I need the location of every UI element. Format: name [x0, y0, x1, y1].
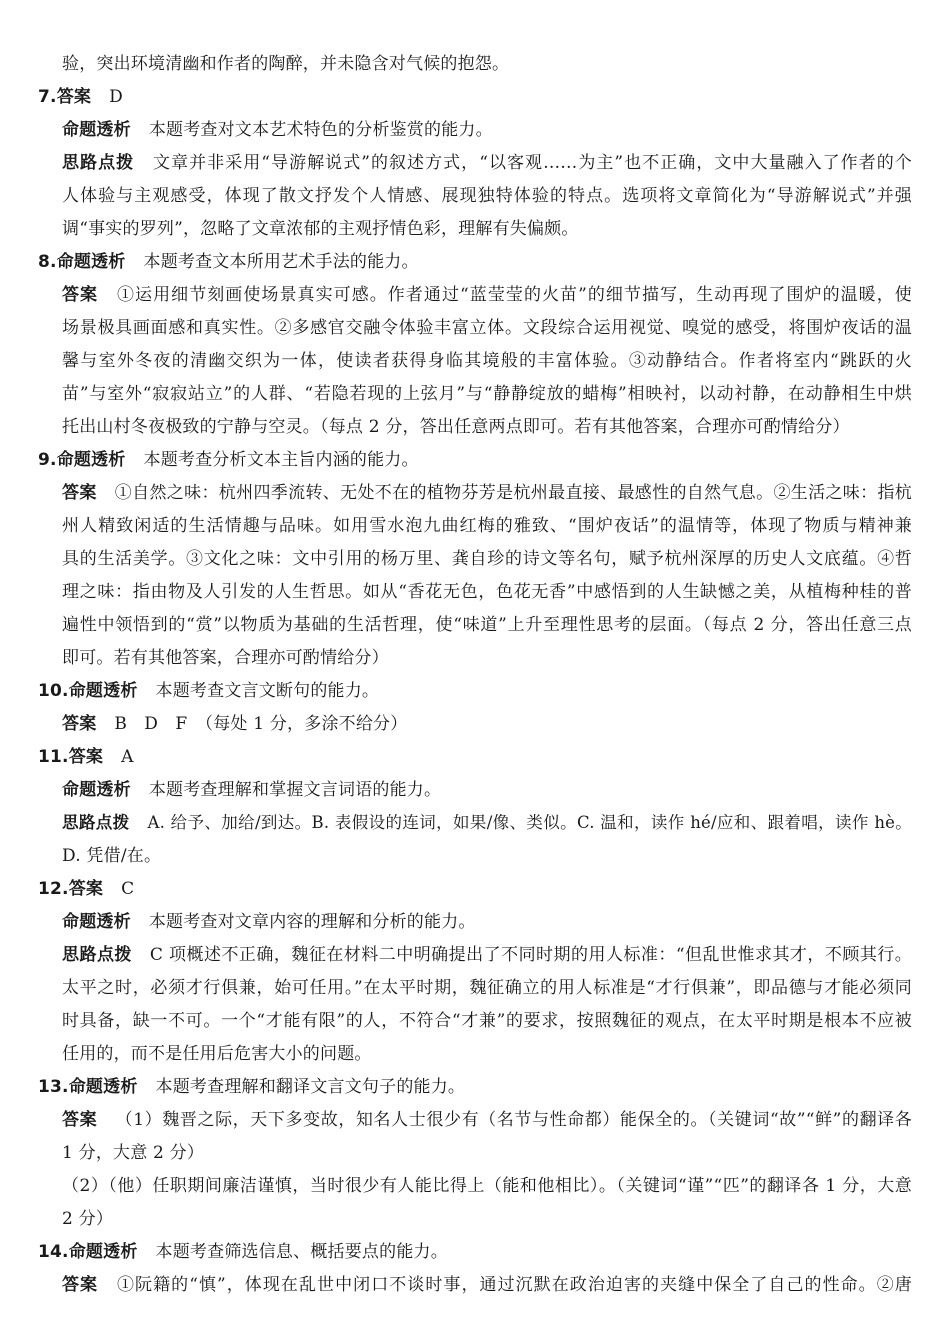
question-14-answer: 答案 ①阮籍的“慎”，体现在乱世中闭口不谈时事，通过沉默在政治迫害的夹缝中保全了自己的性命。②唐: [62, 1275, 912, 1295]
question-12-header: 12.答案 C: [38, 879, 135, 899]
question-8-answer-line: 托出山村冬夜极致的宁静与空灵。（每点 2 分，答出任意两点即可。若有其他答案，合理亦可酌情给分）: [62, 417, 850, 437]
question-7-analysis-line: 调“事实的罗列”，忽略了文章浓郁的主观抒情色彩，理解有失偏颇。: [62, 219, 579, 239]
question-11-analysis-line: D. 凭借/在。: [62, 846, 162, 866]
question-9-answer-line: 州人精致闲适的生活情趣与品味。如用雪水泡九曲红梅的雅致、“围炉夜话”的温情等，体现了物质与精神兼: [62, 516, 912, 536]
question-12-analysis-line: 时具备，缺一不可。一个“才能有限”的人，不符合“才兼”的要求，按照魏征的观点，在太平时期是根本不应被: [62, 1011, 912, 1031]
continuation-line: 验，突出环境清幽和作者的陶醉，并未隐含对气候的抱怨。: [62, 54, 510, 74]
question-14-header: 14.命题透析 本题考查筛选信息、概括要点的能力。: [38, 1242, 448, 1262]
question-13-answer: 答案 （1）魏晋之际，天下多变故，知名人士很少有（名节与性命都）能保全的。（关键词“故”“鲜”的翻译各: [62, 1110, 912, 1130]
question-11-analysis: 思路点拨 A. 给予、加给/到达。B. 表假设的连词，如果/像、类似。C. 温和，读作 hé/应和、跟着唱，读作 hè。: [62, 813, 912, 832]
question-12-analysis-line: 太平之时，必须才行俱兼，始可任用。”在太平时期，魏征确立的用人标准是“才行俱兼”，即品德与才能必须同: [62, 978, 912, 998]
question-13-answer-line: 2 分）: [62, 1209, 114, 1229]
question-8-answer-line: 馨与室外冬夜的清幽交织为一体，使读者获得身临其境般的丰富体验。③动静结合。作者将室内“跳跃的火: [62, 351, 912, 371]
question-7-analysis: 思路点拨 文章并非采用“导游解说式”的叙述方式，“以客观……为主”也不正确，文中大量融入了作者的个: [62, 153, 913, 173]
question-12-analysis: 思路点拨 C 项概述不正确，魏征在材料二中明确提出了不同时期的用人标准：“但乱世惟求其才，不顾其行。: [62, 945, 912, 965]
question-13-answer-line: （2）（他）任职期间廉洁谨慎，当时很少有人能比得上（能和他相比）。（关键词“谨”“匹”的翻译各 1 分，大意: [62, 1176, 912, 1196]
question-9-header: 9.命题透析 本题考查分析文本主旨内涵的能力。: [38, 450, 419, 470]
question-8-answer: 答案 ①运用细节刻画使场景真实可感。作者通过“蓝莹莹的火苗”的细节描写，生动再现了围炉的温暖，使: [62, 285, 912, 305]
question-9-answer-line: 遍性中领悟到的“赏”以物质为基础的生活哲理，使“味道”上升至理性思考的层面。（每点 2 分，答出任意三点: [62, 615, 912, 635]
question-12-analysis-line: 任用的，而不是任用后危害大小的问题。: [62, 1044, 372, 1064]
question-7-analysis-line: 人体验与主观感受，体现了散文抒发个人情感、展现独特体验的特点。选项将文章简化为“导游解说式”并强: [62, 186, 912, 206]
question-7-header: 7.答案 D: [38, 87, 123, 107]
question-8-answer-line: 场景极具画面感和真实性。②多感官交融令体验丰富立体。文段综合运用视觉、嗅觉的感受，将围炉夜话的温: [62, 318, 912, 338]
question-11-header: 11.答案 A: [38, 747, 134, 767]
question-9-answer-line: 即可。若有其他答案，合理亦可酌情给分）: [62, 648, 389, 668]
question-13-header: 13.命题透析 本题考查理解和翻译文言文句子的能力。: [38, 1077, 466, 1097]
question-9-answer: 答案 ①自然之味：杭州四季流转、无处不在的植物芬芳是杭州最直接、最感性的自然气息。②生活之味：指杭: [62, 483, 912, 503]
question-11-intent: 命题透析 本题考查理解和掌握文言词语的能力。: [62, 780, 442, 800]
question-9-answer-line: 理之味：指由物及人引发的人生哲思。如从“香花无色，色花无香”中感悟到的人生缺憾之美，从植梅种桂的普: [62, 582, 912, 602]
question-12-intent: 命题透析 本题考查对文章内容的理解和分析的能力。: [62, 912, 476, 932]
question-8-header: 8.命题透析 本题考查文本所用艺术手法的能力。: [38, 252, 419, 272]
question-9-answer-line: 具的生活美学。③文化之味：文中引用的杨万里、龚自珍的诗文等名句，赋予杭州深厚的历史人文底蕴。④哲: [62, 549, 912, 569]
question-7-intent: 命题透析 本题考查对文本艺术特色的分析鉴赏的能力。: [62, 120, 493, 140]
question-8-answer-line: 苗”与室外“寂寂站立”的人群、“若隐若现的上弦月”与“静静绽放的蜡梅”相映衬，以动衬静，在动静相生中烘: [62, 384, 912, 404]
question-10-header: 10.命题透析 本题考查文言文断句的能力。: [38, 681, 380, 701]
question-13-answer-line: 1 分，大意 2 分）: [62, 1143, 205, 1163]
question-10-answer: 答案 B D F （每处 1 分，多涂不给分）: [62, 714, 408, 734]
